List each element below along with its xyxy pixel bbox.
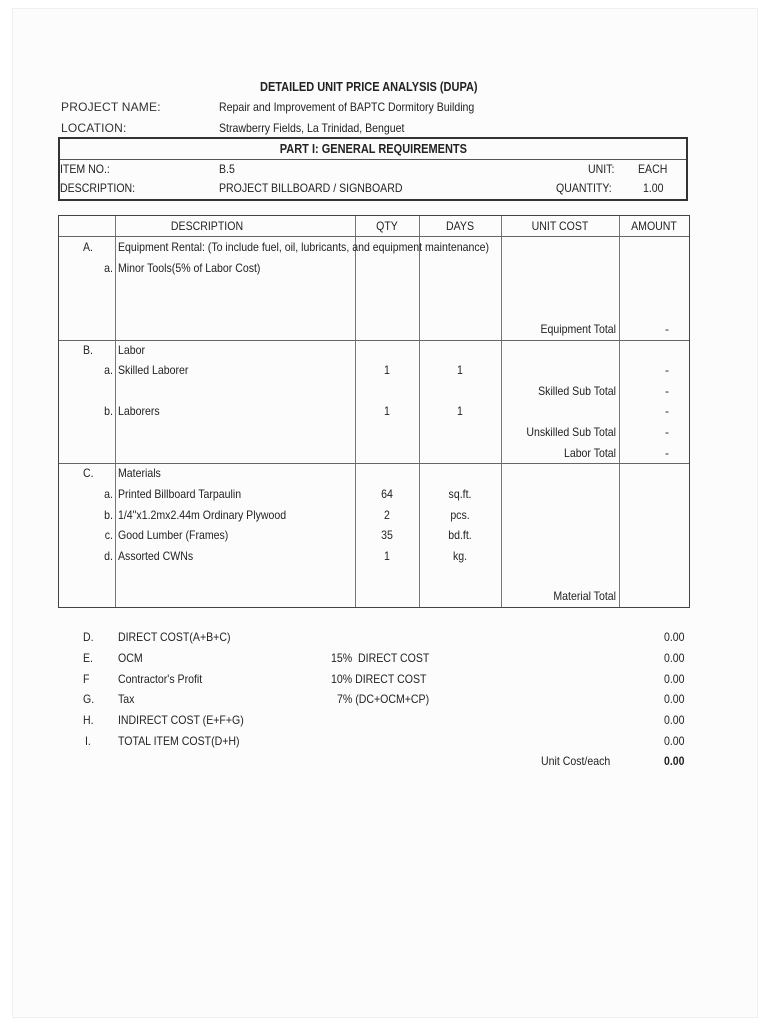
part-header — [60, 139, 686, 160]
summary-value: 0.00 — [664, 630, 685, 644]
location-label: LOCATION: — [61, 121, 127, 135]
section-c-title: Materials — [118, 466, 161, 480]
item-unit: kg. — [452, 549, 468, 563]
summary-letter: E. — [83, 651, 93, 665]
labor-total-label: Labor Total — [563, 446, 616, 460]
item-letter: c. — [104, 528, 113, 542]
item-description: Skilled Laborer — [118, 363, 189, 377]
equipment-total-label: Equipment Total — [540, 322, 616, 336]
summary-label: Contractor's Profit — [118, 672, 203, 686]
item-letter: a. — [104, 363, 113, 377]
item-qty: 64 — [381, 487, 393, 501]
summary-value: 0.00 — [664, 692, 685, 706]
col-divider — [501, 216, 502, 607]
section-c-letter: C. — [83, 466, 94, 480]
col-divider — [115, 216, 116, 607]
col-header-days: DAYS — [446, 219, 474, 233]
description-label: DESCRIPTION: — [60, 181, 136, 195]
col-divider — [355, 216, 356, 607]
item-qty: 35 — [381, 528, 393, 542]
item-qty: 1 — [384, 404, 390, 418]
item-no-label: ITEM NO.: — [60, 162, 110, 176]
item-unit: pcs. — [450, 508, 470, 522]
labor-total-value: - — [665, 446, 669, 460]
item-letter: a. — [104, 261, 113, 275]
item-letter: b. — [104, 404, 113, 418]
summary-letter: F — [83, 672, 90, 686]
description-value: PROJECT BILLBOARD / SIGNBOARD — [219, 181, 403, 195]
summary-value: 0.00 — [664, 713, 685, 727]
summary-label: INDIRECT COST (E+F+G) — [118, 713, 244, 727]
document-title: DETAILED UNIT PRICE ANALYSIS (DUPA) — [260, 80, 478, 94]
item-description: Printed Billboard Tarpaulin — [118, 487, 242, 501]
section-a-letter: A. — [83, 240, 93, 254]
item-qty: 2 — [384, 508, 390, 522]
item-amount: - — [665, 363, 669, 377]
col-divider — [419, 216, 420, 607]
summary-letter: I. — [85, 734, 91, 748]
summary-value: 0.00 — [664, 672, 685, 686]
row-divider — [59, 236, 689, 237]
unskilled-subtotal-value: - — [665, 425, 669, 439]
summary-label: Tax — [118, 692, 135, 706]
row-divider — [59, 340, 689, 341]
col-header-description: DESCRIPTION — [170, 219, 244, 233]
unit-label: UNIT: — [588, 162, 615, 176]
quantity-label: QUANTITY: — [556, 181, 612, 195]
material-total-label: Material Total — [553, 589, 616, 603]
col-header-qty: QTY — [376, 219, 398, 233]
summary-basis: 15% DIRECT COST — [331, 651, 430, 665]
item-description: Assorted CWNs — [118, 549, 194, 563]
summary-letter: D. — [83, 630, 94, 644]
summary-basis: 7% (DC+OCM+CP) — [337, 692, 430, 706]
summary-letter: G. — [83, 692, 95, 706]
unskilled-subtotal-label: Unskilled Sub Total — [526, 425, 616, 439]
col-divider — [619, 216, 620, 607]
item-no-value: B.5 — [219, 162, 235, 176]
summary-value: 0.00 — [664, 734, 685, 748]
item-letter: b. — [104, 508, 113, 522]
row-divider — [59, 463, 689, 464]
item-qty: 1 — [384, 549, 390, 563]
part-title: PART I: GENERAL REQUIREMENTS — [279, 142, 467, 156]
item-days: 1 — [457, 363, 463, 377]
summary-letter: H. — [83, 713, 94, 727]
summary-basis: 10% DIRECT COST — [331, 672, 427, 686]
quantity-value: 1.00 — [643, 181, 664, 195]
item-description: Laborers — [118, 404, 160, 418]
section-b-title: Labor — [118, 343, 146, 357]
item-description: Good Lumber (Frames) — [118, 528, 229, 542]
equipment-total-value: - — [665, 322, 669, 336]
item-description: 1/4"x1.2mx2.44m Ordinary Plywood — [118, 508, 287, 522]
section-b-letter: B. — [83, 343, 93, 357]
project-name-label: PROJECT NAME: — [61, 100, 161, 114]
project-name-value: Repair and Improvement of BAPTC Dormitory Building — [219, 100, 475, 114]
summary-value: 0.00 — [664, 651, 685, 665]
unit-cost-label: Unit Cost/each — [541, 754, 611, 768]
col-header-amount: AMOUNT — [631, 219, 677, 233]
item-unit: sq.ft. — [448, 487, 472, 501]
unit-value: EACH — [638, 162, 668, 176]
location-value: Strawberry Fields, La Trinidad, Benguet — [219, 121, 405, 135]
item-description: Minor Tools(5% of Labor Cost) — [118, 261, 261, 275]
item-days: 1 — [457, 404, 463, 418]
unit-cost-value: 0.00 — [664, 754, 685, 768]
item-qty: 1 — [384, 363, 390, 377]
item-letter: d. — [104, 549, 113, 563]
summary-label: OCM — [118, 651, 143, 665]
summary-label: DIRECT COST(A+B+C) — [118, 630, 231, 644]
summary-label: TOTAL ITEM COST(D+H) — [118, 734, 240, 748]
item-amount: - — [665, 404, 669, 418]
skilled-subtotal-label: Skilled Sub Total — [538, 384, 616, 398]
skilled-subtotal-value: - — [665, 384, 669, 398]
item-unit: bd.ft. — [448, 528, 472, 542]
section-a-title: Equipment Rental: (To include fuel, oil, lubricants, and equipment maintenance) — [118, 240, 489, 254]
col-header-unit-cost: UNIT COST — [531, 219, 589, 233]
item-letter: a. — [104, 487, 113, 501]
